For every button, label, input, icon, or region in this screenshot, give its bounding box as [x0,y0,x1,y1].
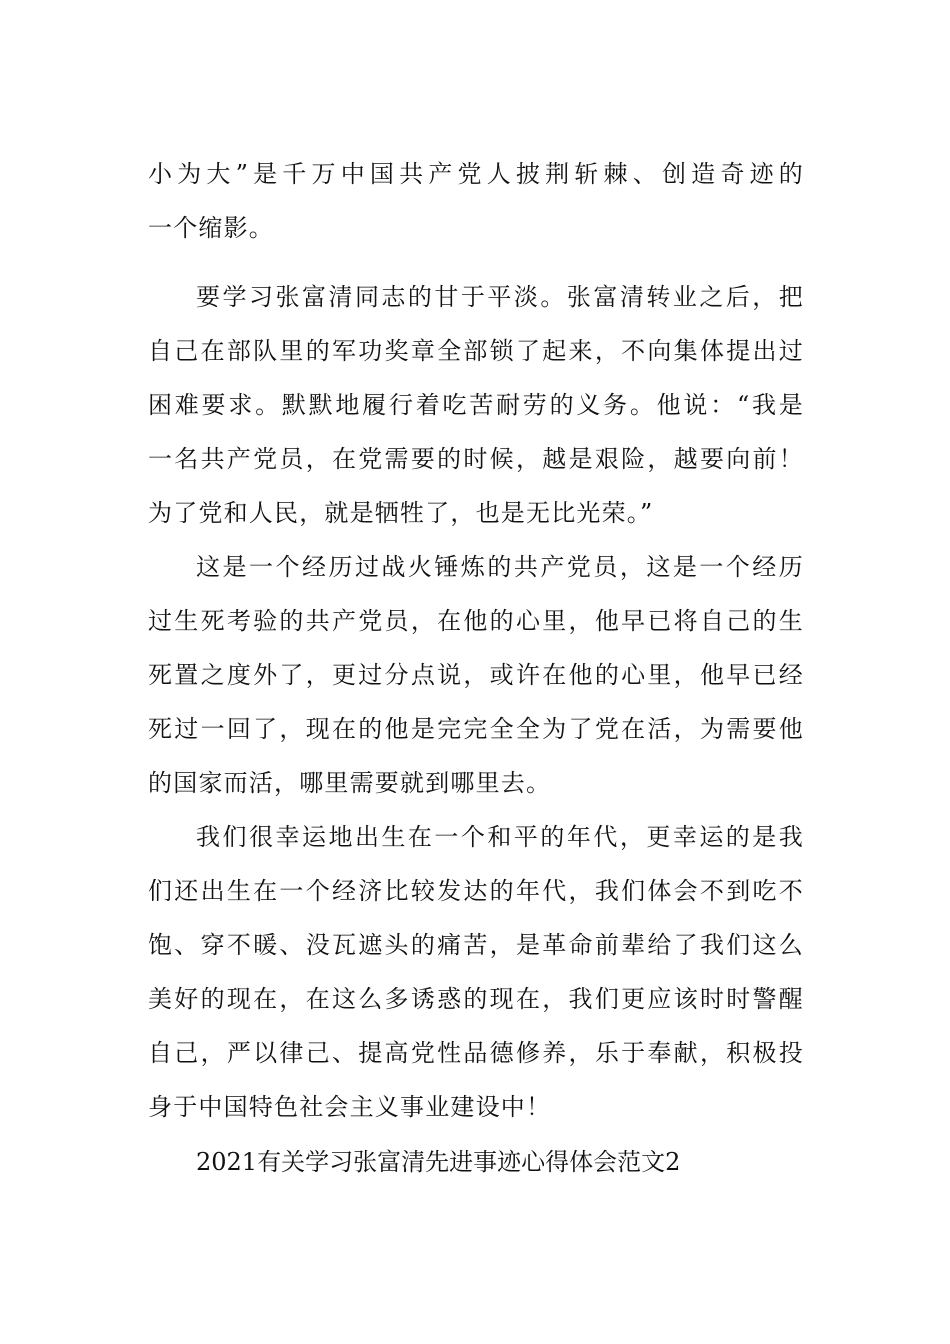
paragraph-line: 这是一个经历过战火锤炼的共产党员，这是一个经历 [196,553,804,581]
paragraph-1 [148,147,804,255]
paragraph-line: 死置之度外了，更过分点说，或许在他的心里，他早已经 [148,661,804,689]
paragraph-4 [148,810,804,1134]
paragraph-line: 身于中国特色社会主义事业建设中！ [148,1093,552,1121]
paragraph-line: 自己，严以律己、提高党性品德修养，乐于奉献，积极投 [148,1039,804,1067]
paragraph-line: 自己在部队里的军功奖章全部锁了起来，不向集体提出过 [148,337,804,365]
paragraph-line: 困难要求。默默地履行着吃苦耐劳的义务。他说：“我是 [148,391,804,419]
paragraph-line: 过生死考验的共产党员，在他的心里，他早已将自己的生 [148,607,804,635]
paragraph-line: 为了党和人民，就是牺牲了，也是无比光荣。” [148,499,654,527]
paragraph-2 [148,270,804,540]
paragraph-line: 要学习张富清同志的甘于平淡。张富清转业之后，把 [196,283,804,311]
paragraph-line: 们还出生在一个经济比较发达的年代，我们体会不到吃不 [148,877,804,905]
paragraph-line: 美好的现在，在这么多诱惑的现在，我们更应该时时警醒 [148,985,804,1013]
paragraph-line: 死过一回了，现在的他是完完全全为了党在活，为需要他 [148,715,804,743]
paragraph-line: 饱、穿不暖、没瓦遮头的痛苦，是革命前辈给了我们这么 [148,931,804,959]
paragraph-line: 一个缩影。 [148,214,274,242]
paragraph-line: 的国家而活，哪里需要就到哪里去。 [148,769,552,797]
section-heading: 2021有关学习张富清先进事迹心得体会范文2 [196,1148,681,1176]
paragraph-3 [148,540,804,810]
paragraph-line: 我们很幸运地出生在一个和平的年代，更幸运的是我 [196,823,804,851]
paragraph-line: 一名共产党员，在党需要的时候，越是艰险，越要向前！ [148,445,804,473]
paragraph-line: 小为大”是千万中国共产党人披荆斩棘、创造奇迹的 [148,160,804,188]
